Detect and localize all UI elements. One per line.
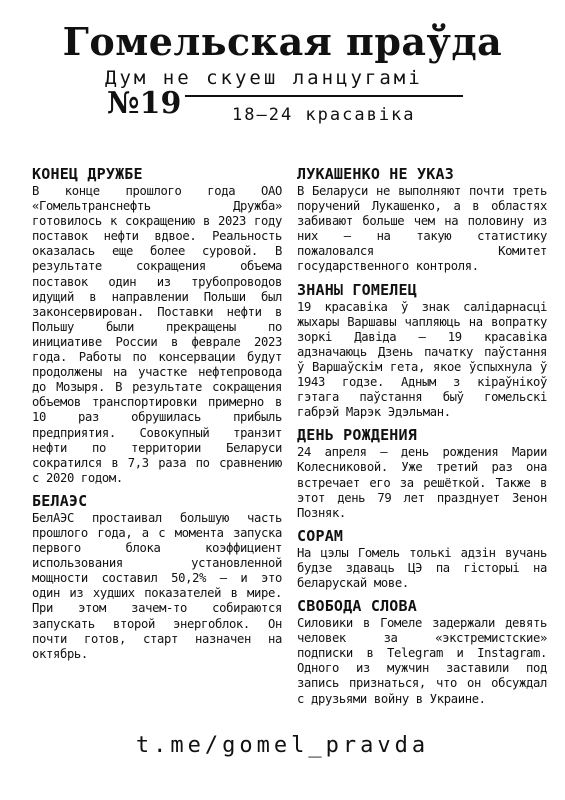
newspaper-title: Гомельская праўда bbox=[62, 19, 503, 64]
newspaper-motto: Дум не скуеш ланцугамі bbox=[105, 67, 423, 89]
article-soram bbox=[297, 527, 547, 591]
article-znany-gomelets bbox=[297, 281, 547, 421]
article-body: Силовики в Гомеле задержали девять человек за «экстремистские» подписки в Telegram и Instagram. Одного из мужчин заставили под запись признаться, что он обсуждал с друзьями войну в Украине. bbox=[297, 616, 547, 706]
article-body: В конце прошлого года ОАО «Гомельтранснефть Дружба» готовилось к сокращению в 2023 году поставок нефти вдвое. Реальность оказалась еще более суровой. В результате сокращения объема поставок один из трубопроводов идущий в направлении Польши был законсервирован. Поставки нефти в Польшу были прекращены по инициативе России в феврале 2023 года. Работы по консервации будут продолжены на участке нефтепровода до Мозыря. В результате сокращения объемов транспортировки примерно в 10 раз обрушилась прибыль предприятия. Совокупный транзит нефти по территории Беларуси сократился в 7,3 раза по сравнению с 2020 годом. bbox=[32, 184, 282, 485]
telegram-link[interactable]: t.me/gomel_pravda bbox=[135, 733, 430, 758]
masthead-divider bbox=[185, 95, 463, 97]
right-column bbox=[297, 165, 547, 713]
issue-number: №19 bbox=[107, 86, 182, 121]
article-headline: БЕЛАЭС bbox=[32, 491, 88, 510]
article-body: В Беларуси не выполняют почти треть поручений Лукашенко, а в областях забивают больше чем на половину из них — на такую статистику пожаловался Комитет государственного контроля. bbox=[297, 184, 547, 274]
article-headline: СОРАМ bbox=[297, 526, 344, 545]
article-konets-druzhbe bbox=[32, 165, 282, 486]
article-body: 19 красавіка ў знак салідарнасці жыхары Варшавы чапляюць на вопратку зоркі Давіда — 19 красавіка адзначаюць Дзень пачатку паўстання ў Варшаўскім гета, якое ўспыхнула ў 1943 годзе. Адным з кіраўнікоў гэтага паўстання быў гомельскі габрэй Марэк Эдэльман. bbox=[297, 299, 547, 420]
article-lukashenko-ne-ukaz bbox=[297, 165, 547, 275]
article-svoboda-slova bbox=[297, 597, 547, 707]
article-body: На цэлы Гомель толькі адзін вучань будзе здаваць ЦЭ па гісторыі на беларускай мове. bbox=[297, 545, 547, 590]
article-headline: ЗНАНЫ ГОМЕЛЕЦ bbox=[297, 280, 417, 299]
article-den-rozhdeniya bbox=[297, 426, 547, 520]
article-headline: СВОБОДА СЛОВА bbox=[297, 597, 417, 616]
article-headline: ЛУКАШЕНКО НЕ УКАЗ bbox=[297, 165, 454, 183]
article-headline: ДЕНЬ РОЖДЕНИЯ bbox=[297, 426, 417, 445]
left-column bbox=[32, 165, 282, 668]
article-belaes bbox=[32, 492, 282, 662]
article-body: БелАЭС простаивал большую часть прошлого года, а с момента запуска первого блока коэффициент использования установленной мощности составил 50,2% — и это один из худших показателей в мире. При этом зачем-то собираются запускать второй энергоблок. Он почти готов, старт назначен на октябрь. bbox=[32, 510, 282, 661]
article-body: 24 апреля — день рождения Марии Колесниковой. Уже третий раз она встречает его за решёткой. Также в этот день 79 лет празднует Зенон Позняк. bbox=[297, 445, 547, 520]
issue-dates: 18—24 красавіка bbox=[232, 105, 416, 125]
article-headline: КОНЕЦ ДРУЖБЕ bbox=[32, 165, 143, 183]
